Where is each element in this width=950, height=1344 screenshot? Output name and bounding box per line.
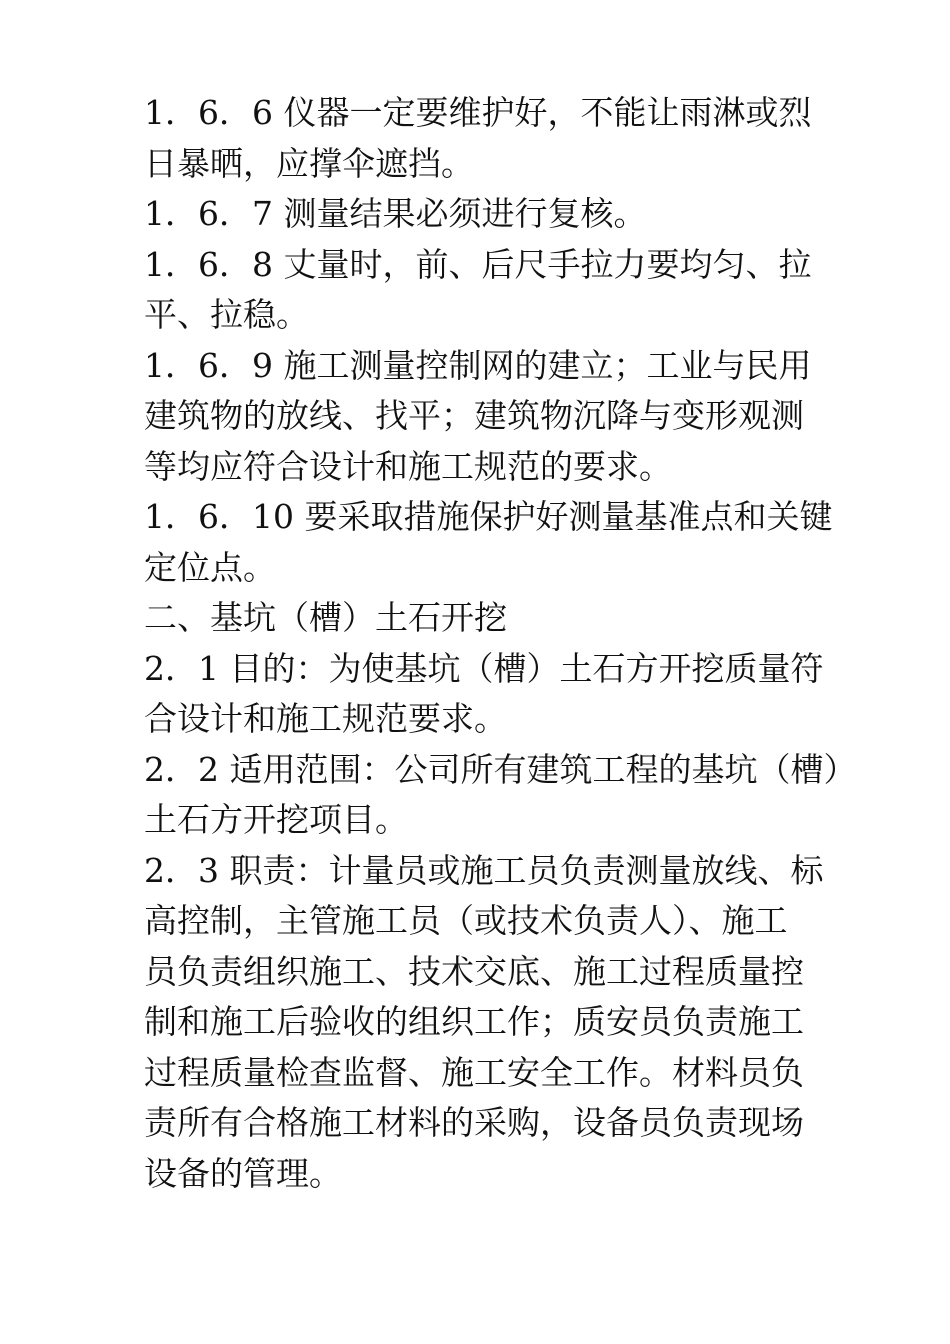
text-line: 1．6．7 测量结果必须进行复核。 [144, 194, 647, 233]
text-line: 高控制，主管施工员（或技术负责人）、施工 [144, 901, 788, 940]
text-line: 过程质量检查监督、施工安全工作。材料员负 [144, 1052, 804, 1092]
text-line: 土石方开挖项目。 [144, 800, 408, 839]
text-line: 合设计和施工规范要求。 [144, 699, 507, 738]
text-line: 1．6．6 仪器一定要维护好，不能让雨淋或烈 [144, 93, 812, 132]
text-line: 1．6．8 丈量时，前、后尺手拉力要均匀、拉 [144, 244, 812, 284]
text-line: 2．1 目的：为使基坑（槽）土石方开挖质量符 [144, 648, 824, 688]
text-line: 1．6．9 施工测量控制网的建立；工业与民用 [144, 345, 812, 385]
text-line: 定位点。 [144, 547, 276, 587]
text-line: 2．3 职责：计量员或施工员负责测量放线、标 [144, 850, 824, 890]
text-line: 建筑物的放线、找平；建筑物沉降与变形观测 [144, 396, 804, 435]
text-line: 设备的管理。 [144, 1153, 342, 1193]
section-heading: 二、基坑（槽）土石开挖 [144, 598, 507, 637]
document-body [144, 88, 857, 1199]
text-line: 平、拉稳。 [144, 295, 309, 334]
text-line: 责所有合格施工材料的采购，设备员负责现场 [144, 1103, 804, 1142]
text-line: 2．2 适用范围：公司所有建筑工程的基坑（槽） [144, 749, 857, 789]
text-line: 1．6．10 要采取措施保护好测量基准点和关键 [144, 497, 833, 536]
text-line: 日暴晒，应撑伞遮挡。 [144, 143, 474, 183]
text-line: 制和施工后验收的组织工作；质安员负责施工 [144, 1002, 804, 1041]
text-line: 员负责组织施工、技术交底、施工过程质量控 [144, 951, 804, 991]
text-line: 等均应符合设计和施工规范的要求。 [144, 446, 672, 486]
